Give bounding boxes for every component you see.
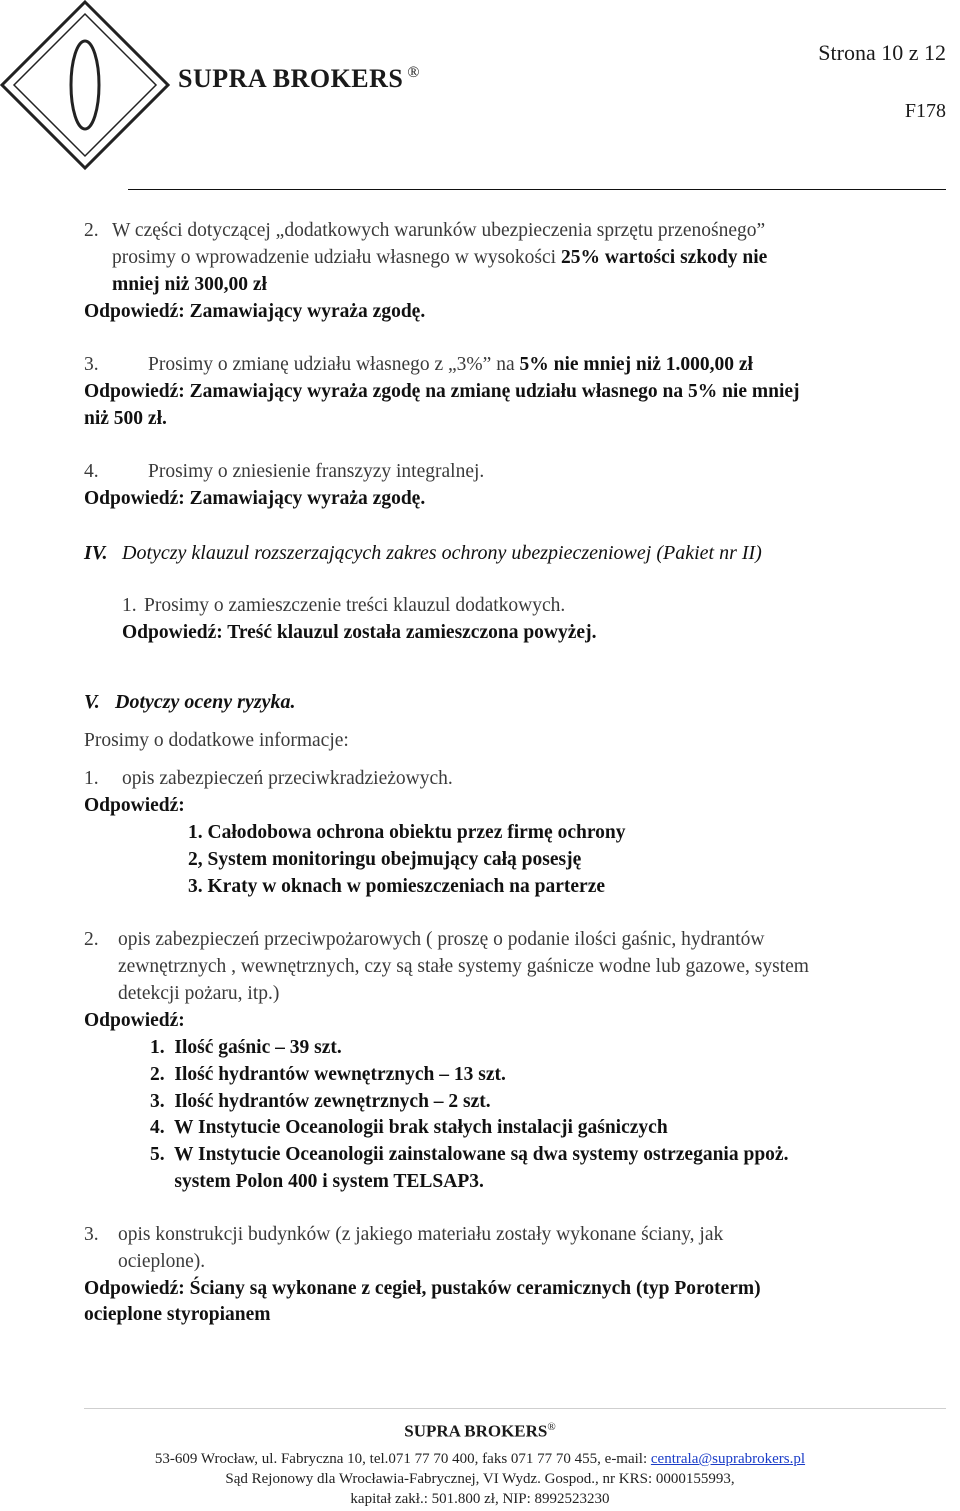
question-2-answer-item: system Polon 400 i system TELSAP3. <box>150 1171 484 1192</box>
brand-name: SUPRA BROKERS ® <box>178 64 421 93</box>
item-3-line-1: Prosimy o zmianę udziału własnego z „3%” na 5% nie mniej niż 1.000,00 zł <box>148 354 753 375</box>
header-divider <box>128 189 946 190</box>
footer-capital-nip: kapitał zakł.: 501.800 zł, NIP: 8992523230 <box>350 1491 610 1507</box>
question-3-number: 3. <box>84 1224 99 1245</box>
section-iv-item-1-number: 1. <box>122 595 137 616</box>
question-3-answer-line-2: ocieplone styropianem <box>84 1304 271 1325</box>
footer-brand: SUPRA BROKERS® <box>404 1421 556 1441</box>
item-3-number: 3. <box>84 354 99 375</box>
question-1-answer-label: Odpowiedź: <box>84 795 185 816</box>
item-4-answer: Odpowiedź: Zamawiający wyraża zgodę. <box>84 488 426 509</box>
question-1-answer-item: 2, System monitoringu obejmujący całą posesję <box>188 849 582 870</box>
item-2-line-2: prosimy o wprowadzenie udziału własnego w wysokości 25% wartości szkody nie <box>112 247 768 268</box>
section-v-number: V. <box>84 691 100 713</box>
question-2-answer-item: 1. Ilość gaśnic – 39 szt. <box>150 1037 342 1058</box>
question-2-answer-item: 3. Ilość hydrantów zewnętrznych – 2 szt. <box>150 1091 491 1112</box>
item-3-answer-line-2: niż 500 zł. <box>84 408 167 429</box>
question-1-answer-item: 1. Całodobowa ochrona obiektu przez firmę ochrony <box>188 822 626 843</box>
question-2-answer-item: 4. W Instytucie Oceanologii brak stałych instalacji gaśniczych <box>150 1117 668 1138</box>
section-v-intro: Prosimy o dodatkowe informacje: <box>84 730 349 751</box>
item-4-number: 4. <box>84 461 99 482</box>
registered-mark: ® <box>407 64 421 82</box>
section-iv-title: Dotyczy klauzul rozszerzających zakres ochrony ubezpieczeniowej (Pakiet nr II) <box>122 542 762 564</box>
question-2-line-3: detekcji pożaru, itp.) <box>118 983 280 1004</box>
question-3-answer-line-1: Odpowiedź: Ściany są wykonane z cegieł, pustaków ceramicznych (typ Poroterm) <box>84 1278 761 1299</box>
section-v-title: Dotyczy oceny ryzyka. <box>115 691 296 713</box>
footer-court-registration: Sąd Rejonowy dla Wrocławia-Fabrycznej, VI Wydz. Gospod., nr KRS: 0000155993, <box>225 1471 735 1487</box>
footer-email-link[interactable]: centrala@suprabrokers.pl <box>650 1451 806 1467</box>
section-iv-item-1-text: Prosimy o zamieszczenie treści klauzul dodatkowych. <box>144 595 566 616</box>
item-2-answer: Odpowiedź: Zamawiający wyraża zgodę. <box>84 301 426 322</box>
question-2-answer-item: 2. Ilość hydrantów wewnętrznych – 13 szt. <box>150 1064 506 1085</box>
item-2-line-1: W części dotyczącej „dodatkowych warunków ubezpieczenia sprzętu przenośnego” <box>112 220 766 241</box>
section-iv-number: IV. <box>84 542 108 564</box>
question-2-answer-label: Odpowiedź: <box>84 1010 185 1031</box>
question-2-number: 2. <box>84 929 99 950</box>
question-1-answer-item: 3. Kraty w oknach w pomieszczeniach na parterze <box>188 876 606 897</box>
item-4-line-1: Prosimy o zniesienie franszyzy integralnej. <box>148 461 485 482</box>
supra-brokers-logo <box>0 0 170 190</box>
item-2-line-3: mniej niż 300,00 zł <box>112 274 267 295</box>
item-3-answer-line-1: Odpowiedź: Zamawiający wyraża zgodę na zmianę udziału własnego na 5% nie mniej <box>84 381 800 402</box>
section-iv-item-1-answer: Odpowiedź: Treść klauzul została zamieszczona powyżej. <box>122 622 597 643</box>
question-1-number: 1. <box>84 768 99 789</box>
item-2-number: 2. <box>84 220 99 241</box>
footer-divider <box>84 1408 946 1409</box>
document-code: F178 <box>904 100 946 122</box>
question-3-line-1: opis konstrukcji budynków (z jakiego materiału zostały wykonane ściany, jak <box>118 1224 724 1245</box>
question-2-line-1: opis zabezpieczeń przeciwpożarowych ( proszę o podanie ilości gaśnic, hydrantów <box>118 929 765 950</box>
page-number: Strona 10 z 12 <box>818 40 946 65</box>
question-2-line-2: zewnętrznych , wewnętrznych, czy są stałe systemy gaśnicze wodne lub gazowe, system <box>118 956 809 977</box>
question-2-answer-item: 5. W Instytucie Oceanologii zainstalowane są dwa systemy ostrzegania ppoż. <box>150 1144 789 1165</box>
question-3-line-2: ocieplone). <box>118 1251 206 1272</box>
question-1-text: opis zabezpieczeń przeciwkradzieżowych. <box>122 768 453 789</box>
footer-address: 53-609 Wrocław, ul. Fabryczna 10, tel.071 77 70 400, faks 071 77 70 455, e-mail: centrala@suprabrokers.pl <box>154 1451 806 1467</box>
